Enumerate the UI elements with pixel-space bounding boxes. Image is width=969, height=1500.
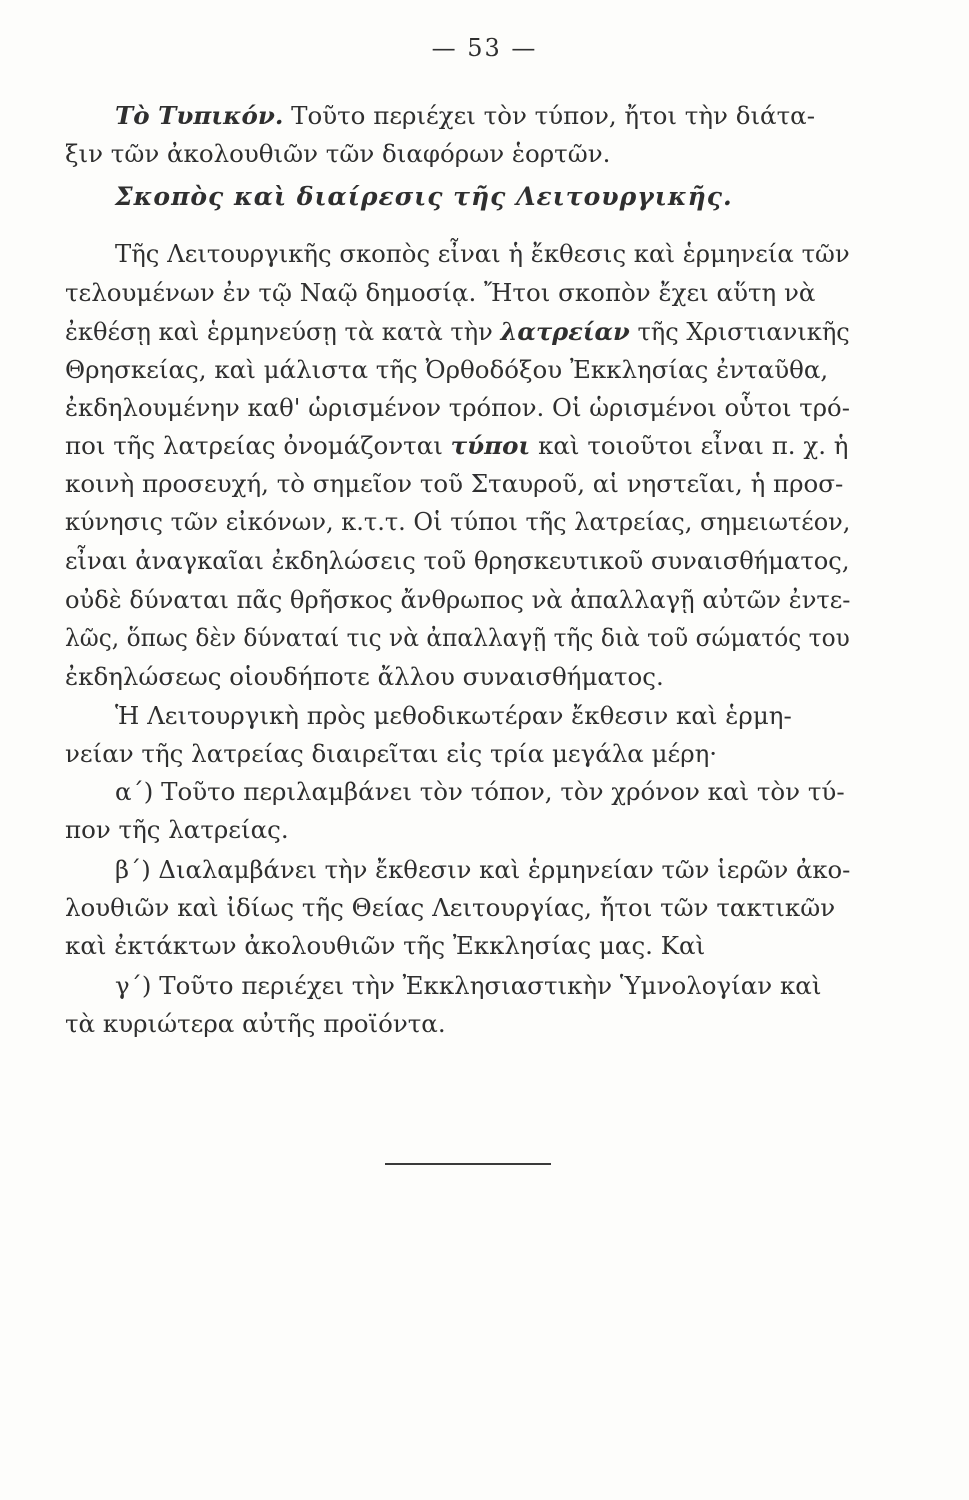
p1-line-11: λῶς, ὅπως δὲν δύναταί τις νὰ ἀπαλλαγῇ τῆς διὰ τοῦ σώματός του — [65, 623, 850, 652]
item-a-line-1: α΄) Τοῦτο περιλαμβάνει τὸν τόπον, τὸν χρόνον καὶ τὸν τύ- — [115, 777, 845, 806]
p1-line-3: ἐκθέσῃ καὶ ἑρμηνεύσῃ τὰ κατὰ τὴν λατρείαν τῆς Χριστιανικῆς — [65, 317, 850, 346]
p1-line-2: τελουμένων ἐν τῷ Ναῷ δημοσίᾳ. Ἤτοι σκοπὸν ἔχει αὕτη νὰ — [65, 278, 816, 307]
p1-line-5: ἐκδηλουμένην καθ' ὡρισμένον τρόπον. Οἱ ὡρισμένοι οὗτοι τρό- — [65, 393, 850, 422]
item-b-line-2: λουθιῶν καὶ ἰδίως τῆς Θείας Λειτουργίας, ἤτοι τῶν τακτικῶν — [65, 893, 836, 922]
term-typoi: τύποι — [450, 431, 531, 460]
p1-line-6: ποι τῆς λατρείας ὀνομάζονται τύποι καὶ τοιοῦτοι εἶναι π. χ. ἡ — [65, 431, 849, 460]
intro-term: Τὸ Τυπικόν. — [115, 101, 284, 130]
intro-text: Τοῦτο περιέχει τὸν τύπον, ἤτοι τὴν διάτα- — [283, 101, 815, 130]
item-c-line-2: τὰ κυριώτερα αὐτῆς προϊόντα. — [65, 1009, 446, 1038]
item-b-line-3: καὶ ἐκτάκτων ἀκολουθιῶν τῆς Ἐκκλησίας μας. Καὶ — [65, 931, 706, 960]
p1-line-7: κοινὴ προσευχή, τὸ σημεῖον τοῦ Σταυροῦ, αἱ νηστεῖαι, ἡ προσ- — [65, 469, 844, 498]
item-c-line-1: γ΄) Τοῦτο περιέχει τὴν Ἐκκλησιαστικὴν Ὑμνολογίαν καὶ — [115, 971, 822, 1000]
intro-line-2: ξιν τῶν ἀκολουθιῶν τῶν διαφόρων ἑορτῶν. — [65, 139, 611, 168]
p1-line-1: Τῆς Λειτουργικῆς σκοπὸς εἶναι ἡ ἔκθεσις καὶ ἑρμηνεία τῶν — [115, 239, 850, 268]
p2-line-2: νείαν τῆς λατρείας διαιρεῖται εἰς τρία μεγάλα μέρη· — [65, 739, 718, 768]
term-latreia: λατρείαν — [500, 317, 630, 346]
p1-line-12: ἐκδηλώσεως οἱουδήποτε ἄλλου συναισθήματος. — [65, 662, 664, 691]
p1-line-9: εἶναι ἀναγκαῖαι ἐκδηλώσεις τοῦ θρησκευτικοῦ συναισθήματος, — [65, 546, 850, 575]
footer-rule — [385, 1163, 551, 1165]
section-heading: Σκοπὸς καὶ διαίρεσις τῆς Λειτουργικῆς. — [115, 182, 733, 211]
p1-line-4: Θρησκείας, καὶ μάλιστα τῆς Ὀρθοδόξου Ἐκκλησίας ἐνταῦθα, — [65, 355, 829, 384]
item-a-line-2: πον τῆς λατρείας. — [65, 815, 289, 844]
p2-line-1: Ἡ Λειτουργικὴ πρὸς μεθοδικωτέραν ἔκθεσιν καὶ ἑρμη- — [115, 701, 792, 730]
p1-line-8: κύνησις τῶν εἰκόνων, κ.τ.τ. Οἱ τύποι τῆς λατρείας, σημειωτέον, — [65, 507, 851, 536]
p1-line-10: οὐδὲ δύναται πᾶς θρῆσκος ἄνθρωπος νὰ ἀπαλλαγῇ αὐτῶν ἐντε- — [65, 585, 851, 614]
item-b-line-1: β΄) Διαλαμβάνει τὴν ἔκθεσιν καὶ ἑρμηνείαν τῶν ἱερῶν ἀκο- — [115, 855, 851, 884]
intro-line-1 — [115, 96, 815, 136]
page-number: — 53 — — [431, 34, 538, 62]
